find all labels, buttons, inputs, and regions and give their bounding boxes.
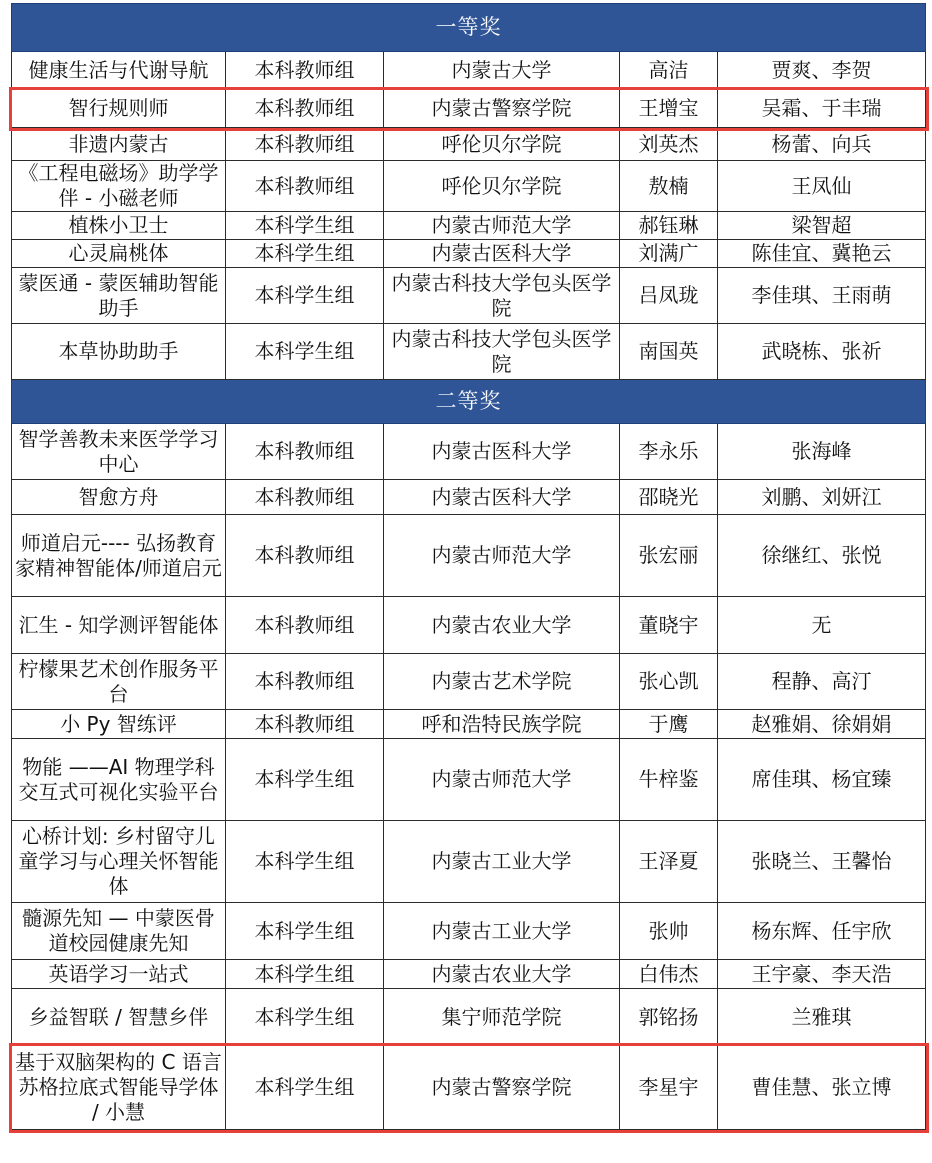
category-cell: 本科学生组 [226, 1046, 384, 1130]
leader-cell: 郭铭扬 [620, 989, 718, 1046]
category-cell: 本科教师组 [226, 128, 384, 161]
section-header-row [12, 380, 926, 424]
school-cell: 内蒙古工业大学 [384, 821, 620, 903]
project-name-cell: 基于双脑架构的 C 语言苏格拉底式智能导学体 / 小慧 [12, 1046, 226, 1130]
category-cell: 本科教师组 [226, 161, 384, 212]
category-cell: 本科学生组 [226, 268, 384, 324]
school-cell: 内蒙古师范大学 [384, 515, 620, 597]
section-header-row [12, 4, 926, 52]
award-table-container [11, 3, 925, 1160]
members-cell: 杨东辉、任宇欣 [718, 903, 926, 960]
school-cell: 呼和浩特民族学院 [384, 710, 620, 739]
project-name-cell: 物能 ——AI 物理学科交互式可视化实验平台 [12, 739, 226, 821]
project-name-cell: 智学善教未来医学学习中心 [12, 424, 226, 480]
table-row [12, 240, 926, 268]
leader-cell: 高洁 [620, 52, 718, 90]
table-row [12, 821, 926, 903]
members-cell: 张海峰 [718, 424, 926, 480]
project-name-cell: 心灵扁桃体 [12, 240, 226, 268]
project-name-cell: 智愈方舟 [12, 480, 226, 515]
school-cell: 内蒙古农业大学 [384, 597, 620, 654]
members-cell: 杨蕾、向兵 [718, 128, 926, 161]
category-cell: 本科学生组 [226, 739, 384, 821]
project-name-cell: 汇生 - 知学测评智能体 [12, 597, 226, 654]
category-cell: 本科教师组 [226, 424, 384, 480]
school-cell: 集宁师范学院 [384, 989, 620, 1046]
school-cell: 内蒙古科技大学包头医学院 [384, 268, 620, 324]
category-cell: 本科学生组 [226, 989, 384, 1046]
members-cell: 王凤仙 [718, 161, 926, 212]
members-cell: 无 [718, 597, 926, 654]
category-cell: 本科教师组 [226, 710, 384, 739]
table-row [12, 654, 926, 710]
table-row [12, 161, 926, 212]
school-cell: 内蒙古警察学院 [384, 1046, 620, 1130]
leader-cell: 吕凤珑 [620, 268, 718, 324]
table-row [12, 597, 926, 654]
project-name-cell: 非遗内蒙古 [12, 128, 226, 161]
table-row [12, 960, 926, 989]
school-cell: 内蒙古工业大学 [384, 903, 620, 960]
project-name-cell: 柠檬果艺术创作服务平台 [12, 654, 226, 710]
table-row [12, 480, 926, 515]
school-cell: 呼伦贝尔学院 [384, 128, 620, 161]
project-name-cell: 本草协助助手 [12, 324, 226, 380]
members-cell: 贾爽、李贺 [718, 52, 926, 90]
project-name-cell: 《工程电磁场》助学学伴 - 小磁老师 [12, 161, 226, 212]
table-row [12, 128, 926, 161]
category-cell: 本科教师组 [226, 515, 384, 597]
members-cell: 席佳琪、杨宜臻 [718, 739, 926, 821]
project-name-cell: 心桥计划: 乡村留守儿童学习与心理关怀智能体 [12, 821, 226, 903]
leader-cell: 李星宇 [620, 1046, 718, 1130]
section-title: 一等奖 [12, 4, 926, 52]
members-cell: 刘鹏、刘妍江 [718, 480, 926, 515]
school-cell: 内蒙古医科大学 [384, 240, 620, 268]
category-cell: 本科教师组 [226, 52, 384, 90]
leader-cell: 郝钰琳 [620, 212, 718, 240]
table-row [12, 739, 926, 821]
award-table [11, 3, 926, 1130]
members-cell: 兰雅琪 [718, 989, 926, 1046]
project-name-cell: 髓源先知 — 中蒙医骨道校园健康先知 [12, 903, 226, 960]
table-row [12, 710, 926, 739]
table-row [12, 515, 926, 597]
category-cell: 本科教师组 [226, 90, 384, 128]
members-cell: 徐继红、张悦 [718, 515, 926, 597]
leader-cell: 刘满广 [620, 240, 718, 268]
members-cell: 曹佳慧、张立博 [718, 1046, 926, 1130]
category-cell: 本科教师组 [226, 654, 384, 710]
school-cell: 内蒙古医科大学 [384, 480, 620, 515]
table-row [12, 903, 926, 960]
leader-cell: 董晓宇 [620, 597, 718, 654]
members-cell: 武晓栋、张祈 [718, 324, 926, 380]
leader-cell: 王增宝 [620, 90, 718, 128]
table-row [12, 268, 926, 324]
project-name-cell: 小 Py 智练评 [12, 710, 226, 739]
leader-cell: 王泽夏 [620, 821, 718, 903]
project-name-cell: 蒙医通 - 蒙医辅助智能助手 [12, 268, 226, 324]
members-cell: 李佳琪、王雨萌 [718, 268, 926, 324]
leader-cell: 南国英 [620, 324, 718, 380]
members-cell: 吴霜、于丰瑞 [718, 90, 926, 128]
members-cell: 陈佳宜、冀艳云 [718, 240, 926, 268]
school-cell: 内蒙古艺术学院 [384, 654, 620, 710]
project-name-cell: 健康生活与代谢导航 [12, 52, 226, 90]
school-cell: 内蒙古农业大学 [384, 960, 620, 989]
school-cell: 内蒙古医科大学 [384, 424, 620, 480]
project-name-cell: 植株小卫士 [12, 212, 226, 240]
category-cell: 本科教师组 [226, 480, 384, 515]
category-cell: 本科教师组 [226, 597, 384, 654]
leader-cell: 牛梓鉴 [620, 739, 718, 821]
members-cell: 梁智超 [718, 212, 926, 240]
members-cell: 张晓兰、王馨怡 [718, 821, 926, 903]
leader-cell: 敖楠 [620, 161, 718, 212]
school-cell: 呼伦贝尔学院 [384, 161, 620, 212]
leader-cell: 邵晓光 [620, 480, 718, 515]
school-cell: 内蒙古师范大学 [384, 739, 620, 821]
category-cell: 本科学生组 [226, 821, 384, 903]
leader-cell: 于鹰 [620, 710, 718, 739]
table-row [12, 212, 926, 240]
table-row [12, 324, 926, 380]
school-cell: 内蒙古大学 [384, 52, 620, 90]
table-row [12, 1046, 926, 1130]
leader-cell: 李永乐 [620, 424, 718, 480]
school-cell: 内蒙古科技大学包头医学院 [384, 324, 620, 380]
table-row [12, 90, 926, 128]
award-table-body [12, 4, 926, 1130]
school-cell: 内蒙古师范大学 [384, 212, 620, 240]
leader-cell: 刘英杰 [620, 128, 718, 161]
category-cell: 本科学生组 [226, 212, 384, 240]
category-cell: 本科学生组 [226, 324, 384, 380]
members-cell: 王宇豪、李天浩 [718, 960, 926, 989]
members-cell: 程静、高汀 [718, 654, 926, 710]
leader-cell: 白伟杰 [620, 960, 718, 989]
leader-cell: 张帅 [620, 903, 718, 960]
project-name-cell: 英语学习一站式 [12, 960, 226, 989]
table-row [12, 52, 926, 90]
members-cell: 赵雅娟、徐娟娟 [718, 710, 926, 739]
category-cell: 本科学生组 [226, 240, 384, 268]
leader-cell: 张宏丽 [620, 515, 718, 597]
section-title: 二等奖 [12, 380, 926, 424]
table-row [12, 424, 926, 480]
project-name-cell: 智行规则师 [12, 90, 226, 128]
school-cell: 内蒙古警察学院 [384, 90, 620, 128]
table-row [12, 989, 926, 1046]
category-cell: 本科学生组 [226, 960, 384, 989]
project-name-cell: 师道启元---- 弘扬教育家精神智能体/师道启元 [12, 515, 226, 597]
category-cell: 本科学生组 [226, 903, 384, 960]
leader-cell: 张心凯 [620, 654, 718, 710]
project-name-cell: 乡益智联 / 智慧乡伴 [12, 989, 226, 1046]
